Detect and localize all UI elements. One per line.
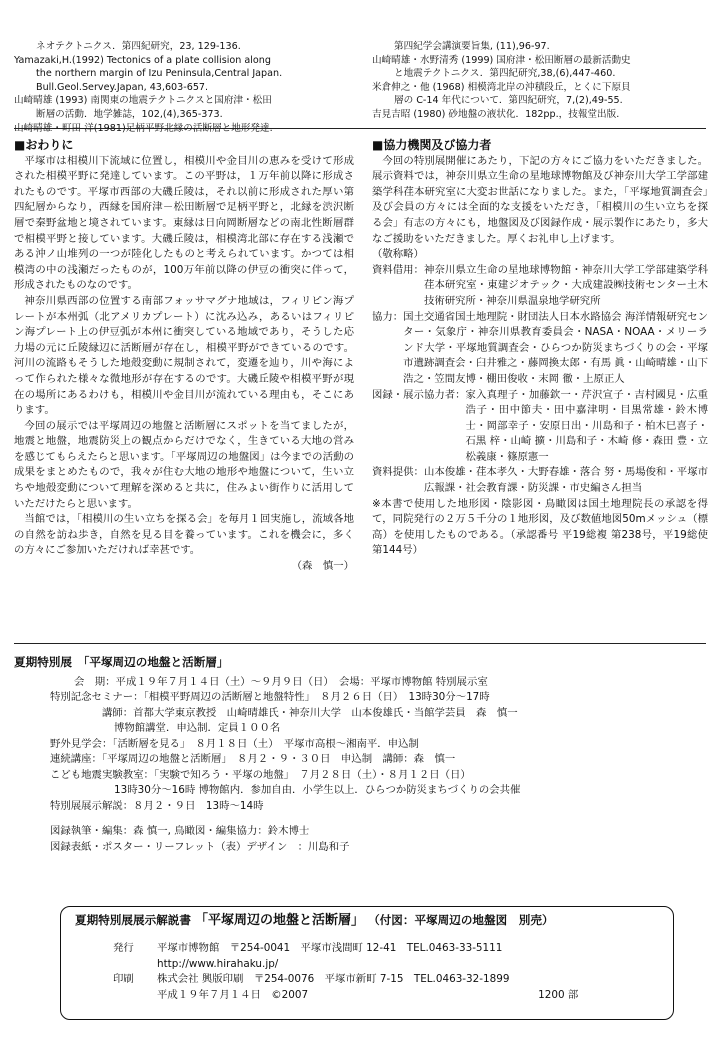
cooperation-entry-value: 神奈川県立生命の星地球博物館・神奈川大学工学部建築学科荏本研究室・東建ジオテック・大成建設㈱技術センター土木技術研究所・神奈川県温泉地学研究所	[423, 263, 708, 307]
closing-body	[14, 154, 354, 559]
booklet-publication-info	[75, 941, 578, 1003]
reference-line: 層の C-14 年代について．第四紀研究，7,(2),49-55.	[394, 95, 623, 107]
publication-date: 平成１９年７月１４日 ©2007	[157, 988, 309, 1001]
printer-label: 印刷	[113, 973, 134, 985]
seminar-venue: 博物館講堂．申込制．定員１００名	[114, 722, 281, 734]
kids-class: こども地震実験教室：「実験で知ろう・平塚の地盤」 ７月２８日（土）・８月１２日（日）	[50, 768, 471, 781]
reference-line: the northern margin of Izu Peninsula,Central Japan.	[36, 68, 283, 80]
map-approval-note: ※本書で使用した地形図・陰影図・鳥瞰図は国土地理院長の承認を得て，同院発行の２万５千分の１地形図，及び数値地図50mメッシュ（標高）を使用したものである。（承認番号 平19総複 第238号，平19総使 第144号）	[372, 497, 708, 557]
closing-title: ■おわりに	[14, 138, 74, 152]
publisher-label: 発行	[113, 942, 134, 954]
credits-edit: 図録執筆・編集：森 慎一, 鳥瞰図・編集協力：鈴木博士	[50, 825, 310, 837]
closing-paragraph: 平塚市は相模川下流域に位置し，相模川や金目川の恵みを受けて形成された相模平野に発達しています。この平野は，１万年前以降に形成されたものです。平塚市西部の大磯丘陵は，それ以前に形成された厚い第四紀層からなり，西縁を国府津－松田断層で足柄平野と，北縁を渋沢断層で秦野盆地と境されています。東縁は日向岡断層などの南北性断層群で相模平野と接しています。大磯丘陵は，相模湾北部に存在する浅瀬である沖ノ山堆列の一つが陸化したものと考えられています。かつては相模湾の中の浅瀬だったものが，100万年前以降の伊豆の衝突に伴って，形成されたものなのです。	[14, 154, 354, 292]
cooperation-entry-value: 家入真理子・加藤欽一・芹沢宣子・吉村國見・広重浩子・田中節夫・田中嘉津明・目黒常雄・鈴木博士・岡部幸子・安原日出・川島和子・柏木巳喜子・石黒 梓・山崎 擴・川島和子・木崎 修・森田 豊・立松義康・篠原憲一	[465, 388, 708, 463]
seminar: 特別記念セミナー：「相模平野周辺の活断層と地盤特性」 ８月２６日（日） 13時30分～17時	[50, 691, 490, 703]
cooperation-entry	[372, 465, 708, 496]
reference-line: と地震テクトニクス．第四紀研究,38,(6),447-460.	[394, 68, 616, 80]
references-right	[372, 40, 707, 122]
cooperation-title: ■協力機関及び協力者	[372, 138, 492, 152]
print-copies: 1200 部	[538, 988, 579, 1001]
divider-middle	[14, 643, 706, 644]
reference-line: 断層の活動．地学雑誌，102,(4),365-373.	[36, 108, 223, 120]
cooperation-entry-label: 資料借用：	[372, 263, 424, 276]
closing-signature: （森 慎一）	[291, 560, 354, 573]
cooperation-entry-value: 国土交通省国土地理院・財団法人日本水路協会 海洋情報研究センター・気象庁・神奈川県教育委員会・NASA・NOAA・メリーランド大学・平塚地質調査会・ひらつか防災まちづくりの会・平塚市遺跡調査会・臼井雅之・藤岡換太郎・有馬 眞・山崎晴雄・山下浩之・笠間友博・棚田俊收・末岡 徹・上原正人	[403, 310, 708, 385]
cooperation-entry	[372, 388, 708, 466]
booklet-title-suffix: （付図：平塚周辺の地盤図 別売）	[368, 913, 554, 927]
honorific-note: （敬称略）	[372, 248, 424, 261]
reference-line: 山崎晴雄 (1993) 南関東の地震テクトニクスと国府津・松田	[14, 95, 272, 107]
reference-line: 山崎晴雄・町田 洋(1981)足柄平野北縁の活断層と地形発達.	[14, 122, 273, 134]
closing-paragraph: 神奈川県西部の位置する南部フォッサマグナ地域は，フィリピン海プレートが本州弧（北アメリカプレート）に沈み込み，あるいはフィリピン海プレート上の伊豆弧が本州に衝突している地域であり，そうした応力場の元に丘陵縁辺に活断層が存在し，相模平野ができているのです。河川の流路もそうした地殻変動に規制されて，変遷を辿り，川や海によって作られた様々な微地形が存在するのです。大磯丘陵や相模平野が現在の場所にあるわけも，相模川や金目川が流れている理由も，そこにあります。	[14, 294, 354, 417]
lecture-series: 連続講座：「平塚周辺の地盤と活断層」 ８月２・９・３０日 申込制 講師：森 慎一	[50, 753, 456, 765]
exhibition-title: 夏期特別展 「平塚周辺の地盤と活断層」	[14, 655, 229, 669]
reference-line: 山崎晴雄・水野清秀 (1999) 国府津・松田断層の最新活動史	[372, 54, 631, 66]
field-trip: 野外見学会：「活断層を見る」 ８月１８日（土） 平塚市高根～湘南平．申込制	[50, 737, 419, 750]
booklet-title	[75, 913, 554, 929]
cooperation-entry-label: 資料提供：	[372, 466, 424, 479]
closing-section	[14, 138, 354, 575]
museum-url-link[interactable]: http://www.hirahaku.jp/	[157, 957, 279, 970]
cooperation-entry	[372, 310, 708, 388]
references-left	[14, 40, 359, 135]
reference-line: Bull.Geol.Servey.Japan, 43,603-657.	[36, 81, 209, 93]
cooperation-entries	[372, 263, 708, 497]
booklet-title-prefix: 夏期特別展展示解説書	[75, 913, 191, 927]
closing-paragraph: 当館では，「相模川の生い立ちを探る会」を毎月１回実施し，流域各地の自然を訪ね歩き，自然を見る目を養っています。これを機会に，多くの方々にご参加いただければ幸甚です。	[14, 513, 354, 557]
reference-line: 米倉伸之・他 (1968) 相模湾北岸の沖積段丘，とくに下原貝	[372, 81, 631, 93]
printer: 株式会社 興版印刷 〒254-0076 平塚市新町 7-15 TEL.0463-32-1899	[157, 973, 510, 985]
exhibition-session: 会 期：平成１９年７月１４日（土）～９月９日（日） 会場：平塚市博物館 特別展示室	[74, 675, 488, 688]
cooperation-entry-label: 図録・展示協力者：	[372, 388, 466, 401]
commentary: 特別展展示解説：８月２・９日 13時～14時	[50, 799, 264, 812]
cooperation-entry-label: 協力：	[372, 310, 404, 323]
cooperation-entry	[372, 263, 708, 310]
reference-line: ネオテクトニクス．第四紀研究，23, 129-136.	[36, 41, 241, 52]
cooperation-section	[372, 138, 708, 559]
reference-line: 第四紀学会講演要旨集, (11),96-97.	[394, 41, 550, 52]
reference-line: Yamazaki,H.(1992) Tectonics of a plate collision along	[14, 54, 271, 66]
credits-design: 図録表紙・ポスター・リーフレット（表）デザイン ：川島和子	[50, 840, 350, 853]
kids-class-detail: 13時30分～16時 博物館内．参加自由．小学生以上．ひらつか防災まちづくりの会共催	[114, 784, 521, 796]
cooperation-entry-value: 山本俊雄・荏本孝久・大野春雄・落合 努・馬場俊和・平塚市広報課・社会教育課・防災課・市史編さん担当	[423, 466, 708, 495]
publisher: 平塚市博物館 〒254-0041 平塚市浅間町 12-41 TEL.0463-33-5111	[157, 942, 503, 954]
seminar-lecturers: 講師：首都大学東京教授 山崎晴雄氏・神奈川大学 山本俊雄氏・当館学芸員 森 慎一	[102, 706, 518, 719]
divider-top	[14, 128, 706, 129]
booklet-title-main: 「平塚周辺の地盤と活断層」	[195, 913, 365, 928]
closing-paragraph: 今回の展示では平塚周辺の地盤と活断層にスポットを当てましたが，地震と地盤，地震防災上の観点からだけでなく，生きている大地の営みを感じてもらえたらと思います。「平塚周辺の地盤図」は今までの活動の成果をまとめたもので，我々が住む大地の地形や地盤について，生い立ちや地殻変動について理解を深めると共に，住みよい街作りに活用していただけたらと思います。	[14, 419, 354, 510]
booklet-box	[60, 906, 674, 1020]
cooperation-intro: 今回の特別展開催にあたり，下記の方々にご協力をいただきました。展示資料では，神奈川県立生命の星地球博物館及び神奈川大学工学部建築学科荏本研究室に大変お世話になりました。また，「平塚地質調査会」及び会員の方々には全面的な支援をいただき，「相模川の生い立ちを探る会」有志の方々にも，地盤図及び図録作成・展示製作にあたり，多大なご援助をいただきました。厚くお礼申し上げます。	[372, 154, 708, 245]
exhibition-info	[14, 655, 706, 855]
reference-line: 吉見吉昭 (1980) 砂地盤の液状化．182pp.，技報堂出版.	[372, 108, 620, 120]
